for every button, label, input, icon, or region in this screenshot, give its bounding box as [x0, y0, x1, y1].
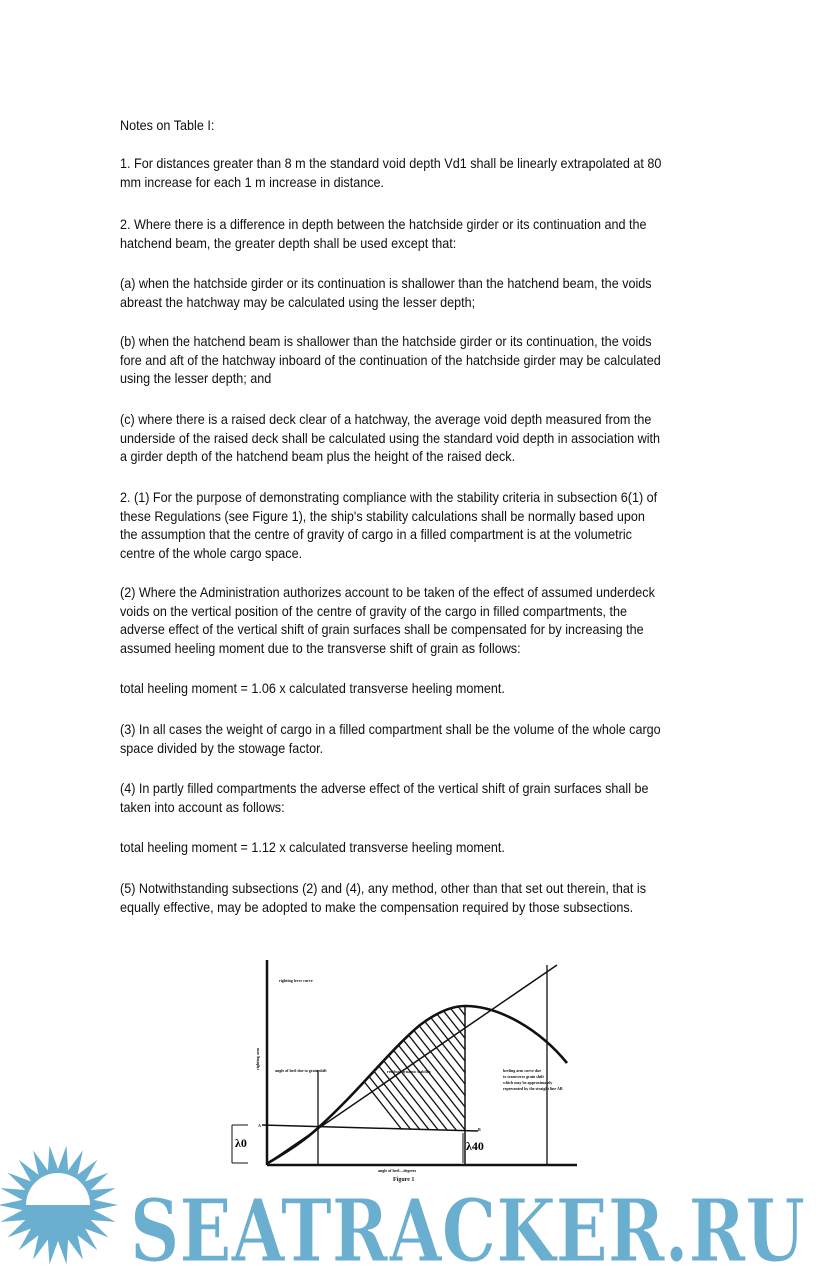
paragraph-line: fore and aft of the hatchway inboard of the continuation of the hatchside girder may be calculated — [120, 351, 661, 368]
heeling-label — [503, 1068, 563, 1091]
paragraph-line: centre of the whole cargo space. — [120, 544, 303, 561]
lambda0-label: λ0 — [235, 1136, 247, 1150]
paragraph-line: a girder depth of the hatchend beam plus the height of the raised deck. — [120, 448, 516, 464]
paragraph-line: (b) when the hatchend beam is shallower than the hatchside girder or its continuation, the voids — [120, 333, 652, 349]
paragraph-line: adverse effect of the vertical shift of grain surfaces shall be compensated for by increasing the — [120, 621, 644, 637]
paragraph-line: (4) In partly filled compartments the adverse effect of the vertical shift of grain surfaces shall be — [120, 780, 649, 796]
paragraph-line: (2) Where the Administration authorizes account to be taken of the effect of assumed underdeck — [120, 584, 655, 600]
figure-caption: Figure 1 — [393, 1177, 415, 1183]
paragraph-line: hatchend beam, the greater depth shall be used except that: — [120, 234, 457, 251]
watermark-text: SEATRACKER.RU — [130, 1181, 805, 1265]
heeling-label-line: represented by the straight line AB — [503, 1086, 563, 1091]
paragraph-line: assumed heeling moment due to the transverse shift of grain as follows: — [120, 639, 521, 656]
heading-text: Notes on Table I: — [120, 117, 215, 133]
paragraph-line: mm increase for each 1 m increase in distance. — [120, 173, 385, 190]
paragraph-line: using the lesser depth; and — [120, 370, 272, 386]
paragraph-line: taken into account as follows: — [120, 798, 285, 815]
point-a: A — [258, 1123, 261, 1128]
paragraph-line: (a) when the hatchside girder or its continuation is shallower than the hatchend beam, the voids — [120, 275, 652, 291]
tangent-line — [268, 965, 557, 1163]
paragraph-line: (5) Notwithstanding subsections (2) and (4), any method, other than that set out therein, that is — [120, 880, 646, 896]
paragraph-line: space divided by the stowage factor. — [120, 739, 324, 756]
paragraph-line: voids on the vertical position of the centre of gravity of the cargo in filled compartments, the — [120, 602, 628, 619]
x-axis-label: angle of heel—degrees — [378, 1168, 417, 1173]
paragraph-line: 2. Where there is a difference in depth between the hatchside girder or its continuation and the — [120, 216, 647, 232]
paragraph-line: (c) where there is a raised deck clear of a hatchway, the average void depth measured from the — [120, 411, 652, 427]
hatched-area — [300, 1000, 626, 1140]
curve-label: righting lever curve — [279, 978, 313, 983]
paragraph-line: abreast the hatchway may be calculated using the lesser depth; — [120, 293, 476, 310]
paragraph-line: total heeling moment = 1.12 x calculated transverse heeling moment. — [120, 839, 505, 855]
paragraph-line: (3) In all cases the weight of cargo in a filled compartment shall be the volume of the whole cargo — [120, 721, 661, 737]
heeling-label-line: heeling arm curve due — [503, 1068, 542, 1073]
paragraph-line: 1. For distances greater than 8 m the standard void depth Vd1 shall be linearly extrapolated at 80 — [120, 155, 662, 171]
paragraph-line: total heeling moment = 1.06 x calculated transverse heeling moment. — [120, 680, 505, 696]
paragraph-line: these Regulations (see Figure 1), the ship's stability calculations shall be normally based upon — [120, 507, 645, 524]
point-b: B — [478, 1127, 481, 1132]
heeling-label-line: which may be approximately — [503, 1080, 553, 1085]
paragraph-line: 2. (1) For the purpose of demonstrating compliance with the stability criteria in subsection 6(1) of — [120, 489, 658, 505]
paragraph-line: equally effective, may be adopted to make the compensation required by those subsections. — [120, 898, 634, 915]
lambda40-label: λ40 — [466, 1139, 484, 1153]
sun-icon — [0, 1146, 118, 1265]
y-axis-label: righting arm — [255, 1048, 260, 1070]
paragraph-line: the assumption that the centre of gravity of cargo in a filled compartment is at the volumetric — [120, 526, 632, 542]
heel-label: angle of heel due to grain shift — [275, 1068, 327, 1073]
residual-label: residual dynamic stability — [387, 1069, 432, 1074]
paragraph-line: underside of the raised deck shall be calculated using the standard void depth in association with — [120, 429, 661, 446]
heeling-label-line: to transverse grain shift — [503, 1074, 544, 1079]
